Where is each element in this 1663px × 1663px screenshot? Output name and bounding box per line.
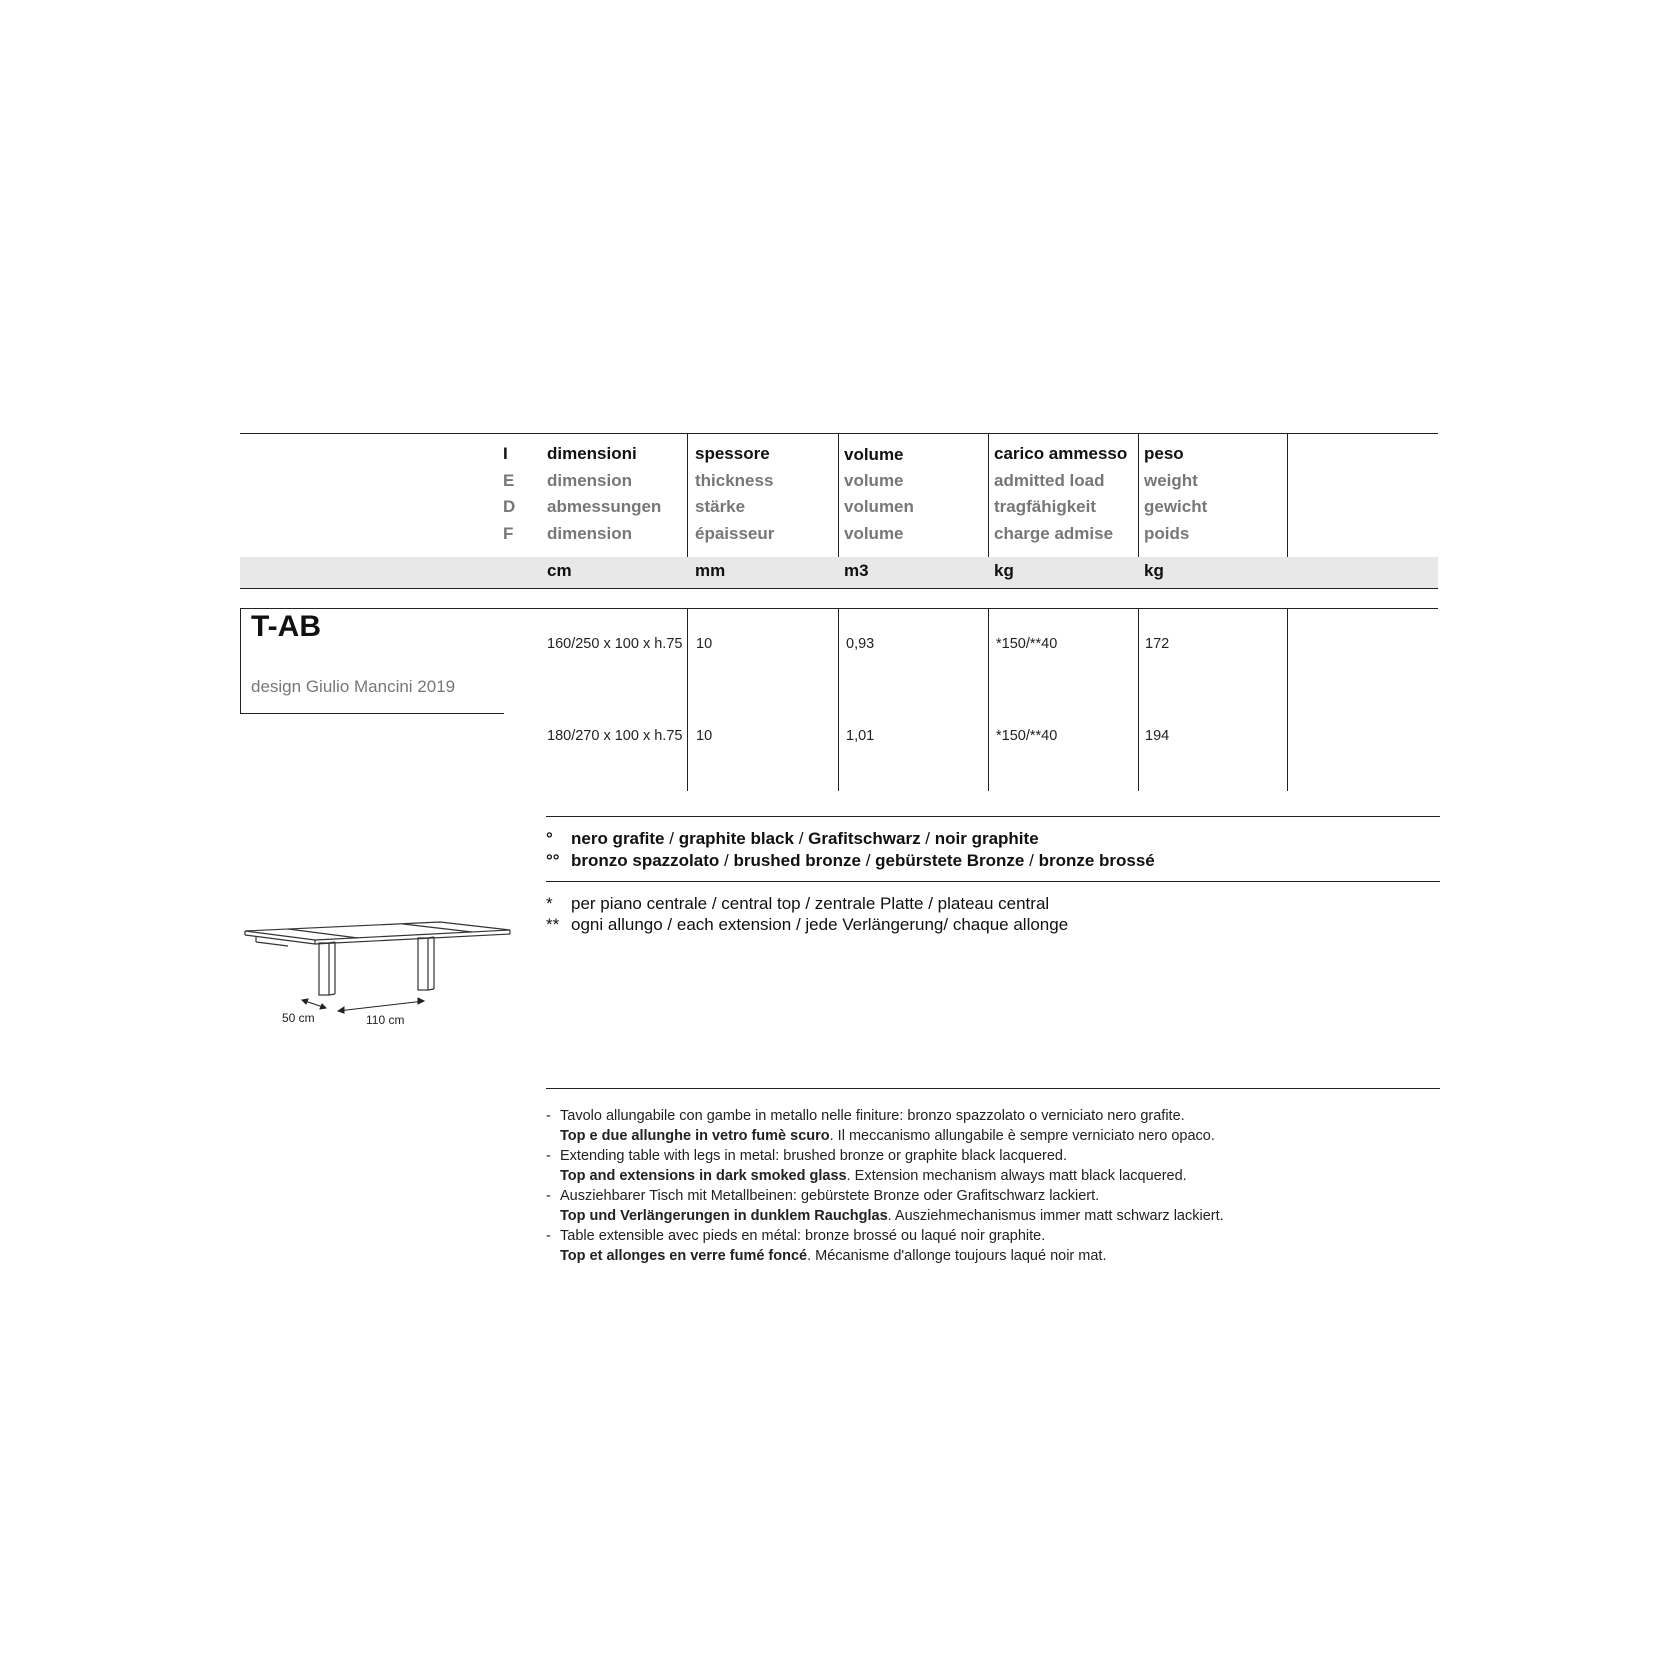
lang-code-fr: F [503,524,514,543]
header-label: weight [1144,471,1198,490]
lang-code-en: E [503,471,515,490]
cell-volume: 1,01 [846,728,875,744]
header-label: dimensioni [547,444,637,463]
cell-weight: 172 [1145,636,1170,652]
header-label: stärke [695,497,746,516]
description-text: . Il meccanismo allungabile è sempre verniciato nero opaco. [829,1128,1215,1144]
dimension-label-50: 50 cm [282,1011,315,1025]
unit-bar [240,557,1438,588]
finish-de: Grafitschwarz [808,829,921,848]
header-label: carico ammesso [994,444,1128,463]
note-each-extension [546,915,1068,935]
header-label: thickness [695,471,774,490]
description-line: - Ausziehbarer Tisch mit Metallbeinen: gebürstete Bronze oder Grafitschwarz lackiert. [546,1188,1100,1204]
dimension-arrow-110 [338,1001,424,1011]
header-label: volumen [844,497,914,516]
header-label: gewicht [1144,497,1208,516]
header-label: volume [844,471,904,490]
header-label: dimension [547,524,633,543]
note-symbol: * [546,894,553,913]
description-line: - Extending table with legs in metal: brushed bronze or graphite black lacquered. [546,1148,1067,1164]
header-label: tragfähigkeit [994,497,1097,516]
description-text: . Ausziehmechanismus immer matt schwarz lackiert. [887,1208,1224,1224]
header-label: épaisseur [695,524,775,543]
data-divider [1287,608,1288,791]
description-line [546,1246,1106,1266]
note-symbol: ** [546,915,560,934]
lang-code-de: D [503,497,516,516]
finish-en: graphite black [678,829,794,848]
description-it [546,1106,1215,1146]
description-text: Ausziehbarer Tisch mit Metallbeinen: gebürstete Bronze oder Grafitschwarz lackiert. [560,1188,1100,1204]
finish-graphite: ° nero grafite / graphite black / Grafitschwarz / noir graphite [546,829,1039,848]
cell-load: *150/**40 [996,636,1058,652]
product-designer: design Giulio Mancini 2019 [251,677,456,696]
note-text: ogni allungo / each extension / jede Verlängerung/ chaque allonge [571,915,1069,934]
finish-fr: noir graphite [934,829,1039,848]
data-divider [1138,608,1139,791]
header-top-rule [240,433,1438,434]
description-line [546,1166,1187,1186]
finish-fr: bronze brossé [1038,851,1155,870]
header-label: volume [844,524,904,543]
header-label: admitted load [994,471,1105,490]
cell-load: *150/**40 [996,728,1058,744]
cell-volume: 0,93 [846,636,875,652]
header-divider [988,433,989,557]
data-divider [988,608,989,791]
description-line: - Table extensible avec pieds en métal: bronze brossé ou laqué noir graphite. [546,1228,1046,1244]
lang-code-it: I [503,444,508,463]
note-text: per piano centrale / central top / zentrale Platte / plateau central [571,894,1050,913]
cell-weight: 194 [1145,728,1170,744]
finish-it: nero grafite [571,829,665,848]
description-text: Table extensible avec pieds en métal: bronze brossé ou laqué noir graphite. [560,1228,1046,1244]
product-box-left [240,608,241,713]
description-text: . Extension mechanism always matt black lacquered. [846,1168,1187,1184]
unit-bottom-rule [240,588,1438,589]
description-bold: Top und Verlängerungen in dunklem Rauchglas [560,1208,888,1224]
table-leg [418,938,428,990]
product-code: T-AB [251,610,321,643]
header-label: charge admise [994,524,1114,543]
finish-symbol: °° [546,851,560,870]
unit-kg-load: kg [994,561,1014,580]
header-divider [687,433,688,557]
description-line: - Tavolo allungabile con gambe in metallo nelle finiture: bronzo spazzolato o verniciato nero grafite. [546,1108,1185,1124]
data-divider [838,608,839,791]
finish-de: gebürstete Bronze [875,851,1025,870]
header-label: dimension [547,471,633,490]
table-leg [319,943,329,995]
description-bold: Top et allonges en verre fumé foncé [560,1248,808,1264]
finishes-bottom-rule [546,881,1440,882]
cell-thickness: 10 [696,636,713,652]
description-de [546,1186,1224,1226]
description-bold: Top and extensions in dark smoked glass [560,1168,847,1184]
header-label: spessore [695,444,770,463]
description-line [546,1126,1215,1146]
data-divider [687,608,688,791]
finishes-top-rule [546,816,1440,817]
unit-cm: cm [547,561,572,580]
header-label: volume [844,445,904,464]
data-top-rule [240,608,1438,609]
cell-dimensions: 160/250 x 100 x h.75 [547,636,683,652]
description-line [546,1206,1224,1226]
description-fr [546,1226,1106,1266]
header-divider [838,433,839,557]
unit-m3: m3 [844,561,869,580]
description-text: Tavolo allungabile con gambe in metallo nelle finiture: bronzo spazzolato o verniciato nero grafite. [560,1108,1185,1124]
finish-en: brushed bronze [733,851,861,870]
header-label: peso [1144,444,1184,463]
product-box-bottom [240,713,504,714]
header-label: poids [1144,524,1190,543]
description-text: . Mécanisme d'allonge toujours laqué noir mat. [807,1248,1107,1264]
cell-dimensions: 180/270 x 100 x h.75 [547,728,683,744]
finish-bronze: °° bronzo spazzolato / brushed bronze / gebürstete Bronze / bronze brossé [546,851,1155,870]
header-label: abmessungen [547,497,662,516]
finish-symbol: ° [546,829,553,848]
description-text: Extending table with legs in metal: brushed bronze or graphite black lacquered. [560,1148,1067,1164]
dimension-label-110: 110 cm [366,1013,405,1027]
unit-kg-weight: kg [1144,561,1164,580]
unit-mm: mm [695,561,726,580]
description-bold: Top e due allunghe in vetro fumè scuro [560,1128,830,1144]
description-en [546,1146,1187,1186]
description-top-rule [546,1088,1440,1089]
note-central-top [546,894,1049,914]
header-divider [1287,433,1288,557]
table-top [245,922,510,940]
finish-it: bronzo spazzolato [571,851,720,870]
header-divider [1138,433,1139,557]
cell-thickness: 10 [696,728,713,744]
